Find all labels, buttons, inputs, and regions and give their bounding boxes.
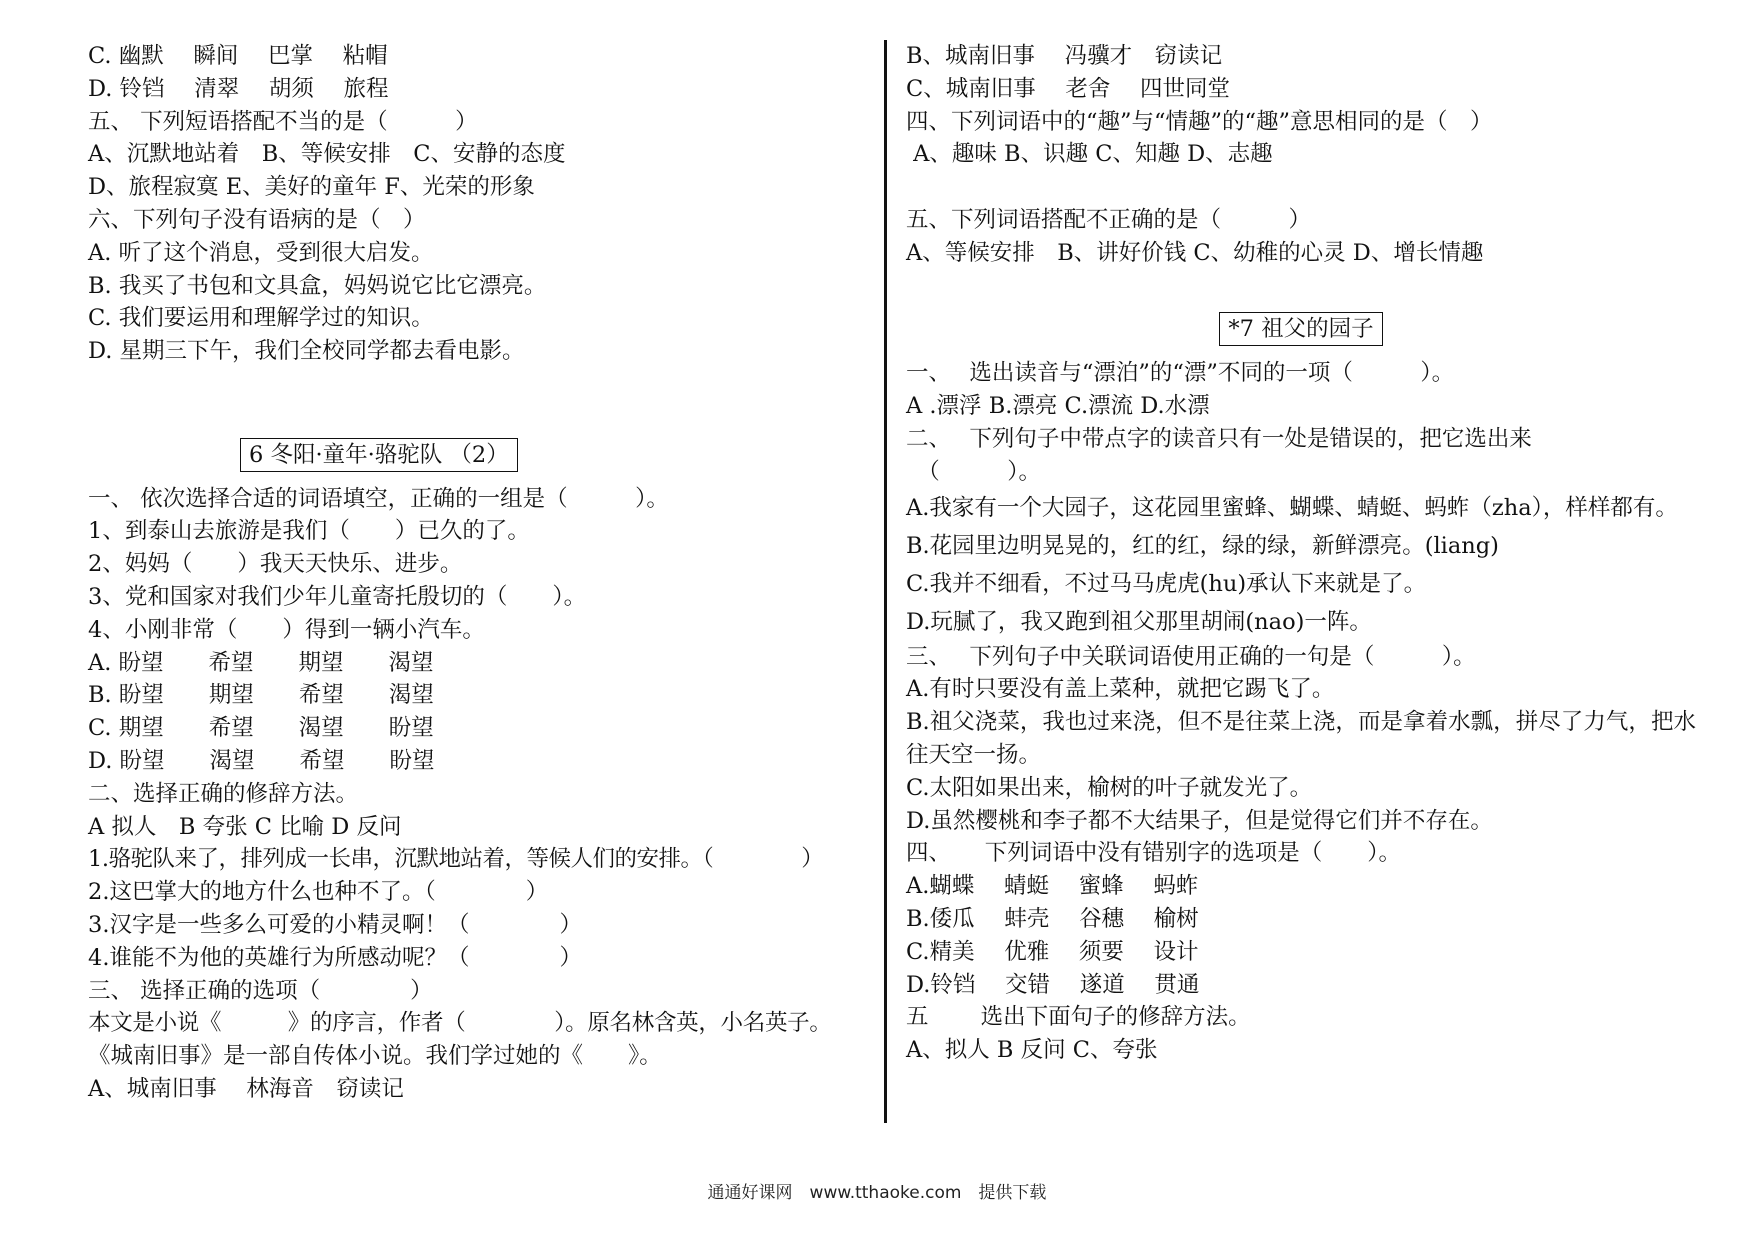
option-line: B.倭瓜 蚌壳 谷穗 榆树 bbox=[906, 905, 1199, 932]
text-line: A. 听了这个消息，受到很大启发。 bbox=[88, 239, 434, 266]
question-heading: 二、 下列句子中带点字的读音只有一处是错误的，把它选出来 bbox=[906, 425, 1532, 452]
question-heading: 二、选择正确的修辞方法。 bbox=[88, 780, 359, 807]
option-line: A.蝴蝶 蜻蜓 蜜蜂 蚂蚱 bbox=[906, 873, 1199, 900]
option-c: C.我并不细看，不过马马虎虎(hu)承认下来就是了。 bbox=[906, 570, 1427, 597]
spacer bbox=[88, 368, 878, 401]
section-title-row bbox=[906, 302, 1696, 357]
text-line: C. 我们要运用和理解学过的知识。 bbox=[88, 305, 434, 332]
option-line: A.有时只要没有盖上菜种，就把它踢飞了。 bbox=[906, 676, 1335, 703]
spacer bbox=[88, 401, 878, 434]
question-heading: 四、下列词语中的“趣”与“情趣”的“趣”意思相同的是（ ） bbox=[906, 108, 1493, 135]
option-line: A、趣味 B、识趣 C、知趣 D、志趣 bbox=[906, 141, 1273, 168]
question-heading: 五、下列词语搭配不正确的是（ ） bbox=[906, 206, 1312, 233]
question-heading: 五、 下列短语搭配不当的是（ ） bbox=[88, 108, 478, 135]
spacer bbox=[906, 171, 1696, 204]
section-title-row bbox=[88, 434, 878, 483]
spacer bbox=[906, 270, 1696, 303]
section-title: *7 祖父的园子 bbox=[1219, 312, 1382, 346]
option-line: A、拟人 B 反问 C、夸张 bbox=[906, 1037, 1158, 1064]
option-line: B.祖父浇菜，我也过来浇，但不是往菜上浇，而是拿着水瓢，拼尽了力气，把水往天空一扬。 bbox=[906, 709, 1696, 768]
footer-credit: 通通好课网 www.tthaoke.com 提供下载 bbox=[707, 1183, 1047, 1203]
text-line: 2、妈妈（ ）我天天快乐、进步。 bbox=[88, 551, 463, 578]
option-line: A、等候安排 B、讲好价钱 C、幼稚的心灵 D、增长情趣 bbox=[906, 239, 1484, 266]
option-line: D. 盼望 渴望 希望 盼望 bbox=[88, 747, 435, 774]
option-line: D.虽然樱桃和李子都不大结果子，但是觉得它们并不存在。 bbox=[906, 807, 1493, 834]
text-line: 《城南旧事》是一部自传体小说。我们学过她的《 》。 bbox=[88, 1043, 662, 1070]
question-heading: 三、 下列句子中关联词语使用正确的一句是（ ）。 bbox=[906, 643, 1476, 670]
text-line: A、沉默地站着 B、等候安排 C、安静的态度 bbox=[88, 141, 566, 168]
option-line: C. 期望 希望 渴望 盼望 bbox=[88, 715, 434, 742]
text-line: 1.骆驼队来了，排列成一长串，沉默地站着，等候人们的安排。（ ） bbox=[88, 846, 824, 873]
text-line: B. 我买了书包和文具盒，妈妈说它比它漂亮。 bbox=[88, 272, 547, 299]
text-line: 4、小刚非常（ ）得到一辆小汽车。 bbox=[88, 616, 485, 643]
option-line: C.太阳如果出来，榆树的叶子就发光了。 bbox=[906, 774, 1313, 801]
option-line: B、城南旧事 冯骥才 窃读记 bbox=[906, 43, 1223, 69]
text-line: 3、党和国家对我们少年儿童寄托殷切的（ ）。 bbox=[88, 583, 587, 610]
text-line: C. 幽默 瞬间 巴掌 粘帽 bbox=[88, 43, 388, 69]
right-column bbox=[906, 40, 1696, 1067]
text-line: （ ）。 bbox=[906, 458, 1042, 485]
text-line: D、旅程寂寞 E、美好的童年 F、光荣的形象 bbox=[88, 174, 535, 201]
text-line: A 拟人 B 夸张 C 比喻 D 反问 bbox=[88, 813, 402, 840]
section-title: 6 冬阳·童年·骆驼队 （2） bbox=[240, 438, 518, 472]
option-line: A. 盼望 希望 期望 渴望 bbox=[88, 649, 434, 676]
text-line: 本文是小说《 》的序言，作者（ ）。原名林含英，小名英子。 bbox=[88, 1010, 832, 1037]
text-line: 4.谁能不为他的英雄行为所感动呢？（ ） bbox=[88, 944, 582, 971]
option-line: C、城南旧事 老舍 四世同堂 bbox=[906, 75, 1231, 102]
option-line: A .漂浮 B.漂亮 C.漂流 D.水漂 bbox=[906, 393, 1210, 420]
option-line: D.铃铛 交错 遂道 贯通 bbox=[906, 971, 1200, 998]
question-heading: 一、 依次选择合适的词语填空，正确的一组是（ ）。 bbox=[88, 485, 669, 512]
text-line: 1、到泰山去旅游是我们（ ）已久的了。 bbox=[88, 518, 530, 545]
option-line: C.精美 优雅 须要 设计 bbox=[906, 938, 1199, 965]
option-line: B. 盼望 期望 希望 渴望 bbox=[88, 682, 434, 709]
question-heading: 三、 选择正确的选项（ ） bbox=[88, 977, 433, 1004]
option-line: A、城南旧事 林海音 窃读记 bbox=[88, 1075, 404, 1102]
text-line: D. 铃铛 清翠 胡须 旅程 bbox=[88, 75, 389, 102]
option-a: A.我家有一个大园子，这花园里蜜蜂、蝴蝶、蜻蜓、蚂蚱（zha），样样都有。 bbox=[906, 494, 1678, 521]
text-line: D. 星期三下午，我们全校同学都去看电影。 bbox=[88, 338, 525, 365]
column-divider bbox=[884, 40, 887, 1123]
question-heading: 一、 选出读音与“漂泊”的“漂”不同的一项（ ）。 bbox=[906, 360, 1455, 387]
left-column bbox=[88, 40, 878, 1106]
option-b: B.花园里边明晃晃的，红的红，绿的绿，新鲜漂亮。(liang) bbox=[906, 532, 1499, 559]
question-heading: 五 选出下面句子的修辞方法。 bbox=[906, 1004, 1251, 1031]
question-heading: 六、下列句子没有语病的是（ ） bbox=[88, 206, 426, 233]
option-d: D.玩腻了，我又跑到祖父那里胡闹(nao)一阵。 bbox=[906, 608, 1372, 635]
question-heading: 四、 下列词语中没有错别字的选项是（ ）。 bbox=[906, 840, 1402, 867]
text-line: 2.这巴掌大的地方什么也种不了。（ ） bbox=[88, 879, 549, 906]
text-line: 3.汉字是一些多么可爱的小精灵啊！（ ） bbox=[88, 911, 582, 938]
